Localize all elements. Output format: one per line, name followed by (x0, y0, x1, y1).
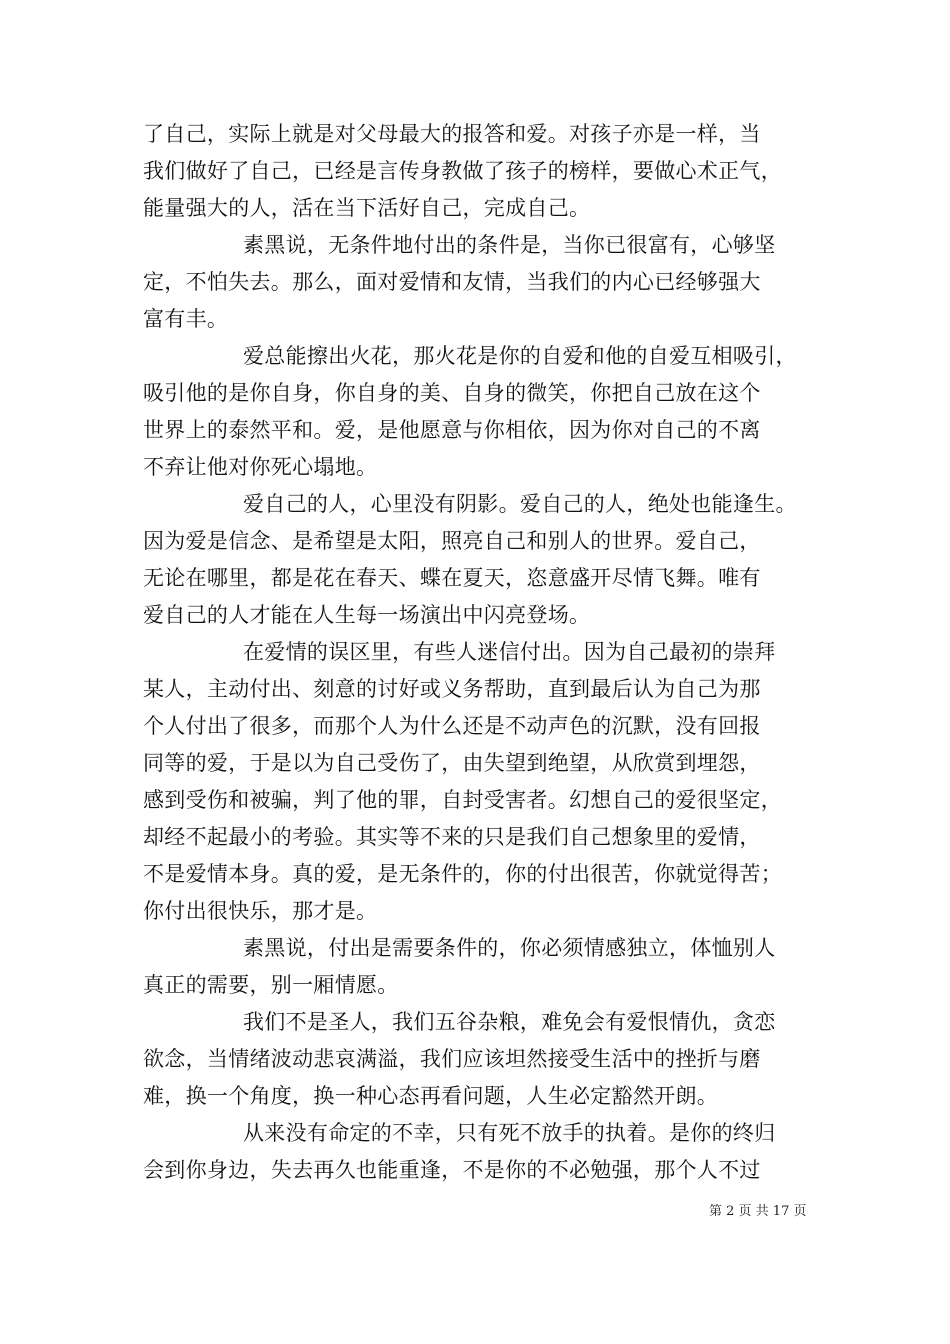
text-line: 素黑说，无条件地付出的条件是，当你已很富有，心够坚 (243, 233, 776, 257)
text-line: 世界上的泰然平和。爱，是他愿意与你相依，因为你对自己的不离 (143, 418, 761, 442)
text-line: 真正的需要，别一厢情愿。 (143, 973, 399, 997)
text-line: 定，不怕失去。那么，面对爱情和友情，当我们的内心已经够强大 (143, 270, 761, 294)
text-line: 素黑说，付出是需要条件的，你必须情感独立，体恤别人 (243, 936, 776, 960)
text-line: 我们不是圣人，我们五谷杂粮，难免会有爱恨情仇，贪恋 (243, 1010, 776, 1034)
text-line: 我们做好了自己，已经是言传身教做了孩子的榜样，要做心术正气， (143, 159, 782, 183)
text-line: 爱总能擦出火花，那火花是你的自爱和他的自爱互相吸引， (243, 344, 797, 368)
text-line: 在爱情的误区里，有些人迷信付出。因为自己最初的崇拜 (243, 640, 776, 664)
text-line: 不是爱情本身。真的爱，是无条件的，你的付出很苦，你就觉得苦； (143, 862, 782, 886)
text-line: 同等的爱，于是以为自己受伤了，由失望到绝望，从欣赏到埋怨， (143, 751, 761, 775)
document-body (143, 116, 823, 1189)
page-number: 第 2 页 共 17 页 (709, 1204, 807, 1219)
text-line: 爱自己的人，心里没有阴影。爱自己的人，绝处也能逢生。 (243, 492, 797, 516)
text-line: 不弃让他对你死心塌地。 (143, 455, 378, 479)
text-line: 无论在哪里，都是花在春天、蝶在夏天，恣意盛开尽情飞舞。唯有 (143, 566, 761, 590)
text-line: 从来没有命定的不幸，只有死不放手的执着。是你的终归 (243, 1121, 776, 1145)
text-line: 难，换一个角度，换一种心态再看问题，人生必定豁然开朗。 (143, 1084, 719, 1108)
text-line: 感到受伤和被骗，判了他的罪，自封受害者。幻想自己的爱很坚定， (143, 788, 782, 812)
text-line: 吸引他的是你自身，你自身的美、自身的微笑，你把自己放在这个 (143, 381, 761, 405)
text-line: 欲念，当情绪波动悲哀满溢，我们应该坦然接受生活中的挫折与磨 (143, 1047, 761, 1071)
text-line: 富有丰。 (143, 307, 229, 331)
text-line: 某人，主动付出、刻意的讨好或义务帮助，直到最后认为自己为那 (143, 677, 761, 701)
text-line: 因为爱是信念、是希望是太阳，照亮自己和别人的世界。爱自己， (143, 529, 761, 553)
text-line: 能量强大的人，活在当下活好自己，完成自己。 (143, 196, 591, 220)
text-line: 却经不起最小的考验。其实等不来的只是我们自己想象里的爱情， (143, 825, 761, 849)
text-line: 你付出很快乐，那才是。 (143, 899, 378, 923)
text-line: 个人付出了很多，而那个人为什么还是不动声色的沉默，没有回报 (143, 714, 761, 738)
text-line: 了自己，实际上就是对父母最大的报答和爱。对孩子亦是一样，当 (143, 122, 761, 146)
text-line: 会到你身边，失去再久也能重逢，不是你的不必勉强，那个人不过 (143, 1158, 761, 1182)
text-line: 爱自己的人才能在人生每一场演出中闪亮登场。 (143, 603, 591, 627)
